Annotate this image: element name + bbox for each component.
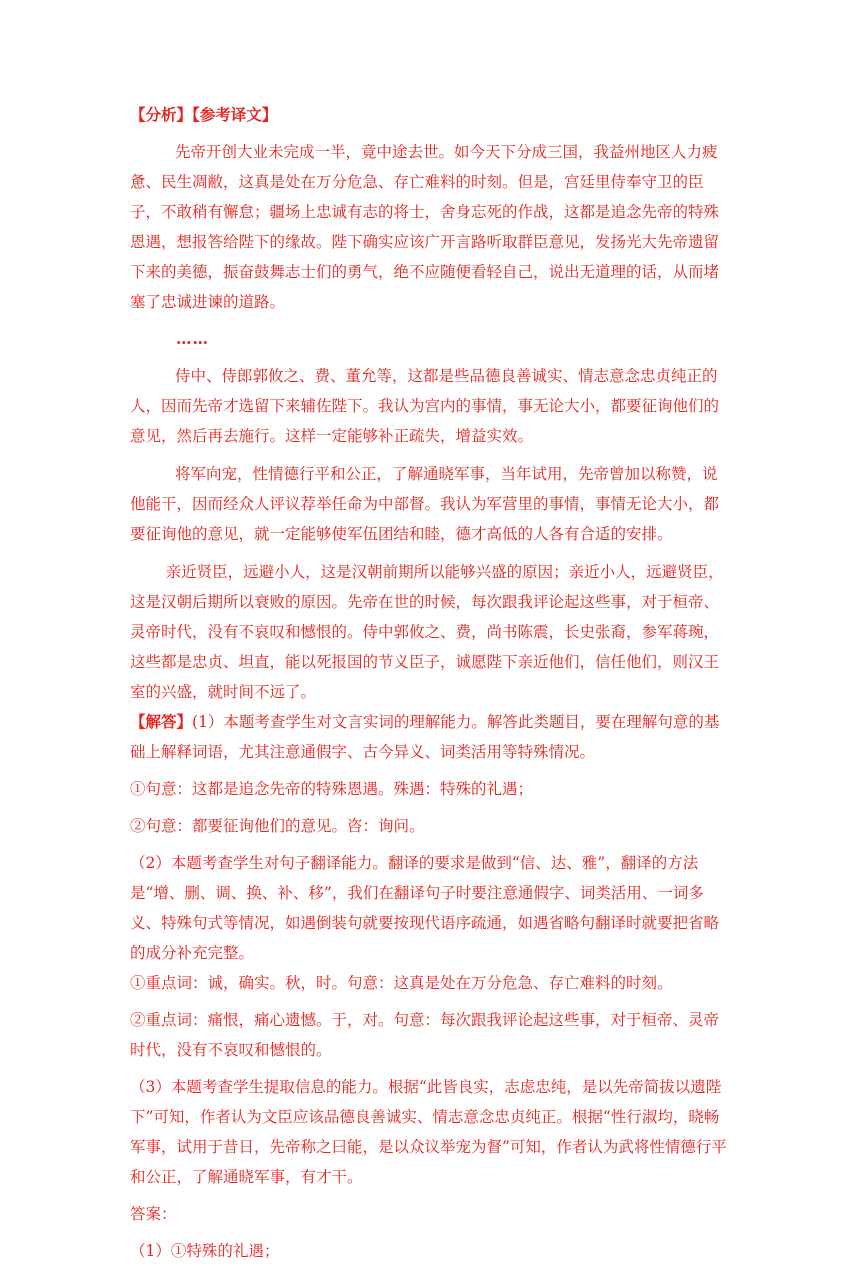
answer-final-1: （1）①特殊的礼遇；: [130, 1242, 280, 1260]
translation-paragraph-3: 将军向宠，性情德行平和公正，了解通晓军事，当年试用，先帝曾加以称赞，说他能干，因而经众人评议荐举任命为中部督。我认为军营里的事情，事情无论大小，都要征询他的意见，就一定能够使军伍团结和睦，德才高低的人各有合适的安排。: [130, 465, 720, 543]
document-content: [130, 100, 732, 1266]
translation-paragraph-2: 侍中、侍郎郭攸之、费、董允等，这都是些品德良善诚实、情志意念忠贞纯正的人，因而先帝才选留下来辅佐陛下。我认为宫内的事情，事无论大小，都要征询他们的意见，然后再去施行。这样一定能够补正疏失，增益实效。: [130, 367, 720, 445]
answer-q2-intro: （2）本题考查学生对句子翻译能力。翻译的要求是做到“信、达、雅”，翻译的方法是“增、删、调、换、补、移”，我们在翻译句子时要注意通假字、词类活用、一词多义、特殊句式等情况，如遇倒装句就要按现代语序疏通，如遇省略句翻译时就要把省略的成分补充完整。: [130, 854, 720, 962]
answer-q1-item-b: ②句意：都要征询他们的意见。咨：询问。: [130, 817, 425, 835]
answer-q1-item-a: ①句意：这都是追念先帝的特殊恩遇。殊遇：特殊的礼遇；: [130, 780, 534, 798]
translation-paragraph-4: 亲近贤臣，远避小人，这是汉朝前期所以能够兴盛的原因；亲近小人，远避贤臣，这是汉朝后期所以衰败的原因。先帝在世的时候，每次跟我评论起这些事，对于桓帝、灵帝时代，没有不哀叹和憾恨的。侍中郭攸之、费，尚书陈震，长史张裔，参军蒋琬，这些都是忠贞、坦直，能以死报国的节义臣子，诚愿陛下亲近他们，信任他们，则汉王室的兴盛，就时间不远了。: [130, 563, 724, 701]
answer-q1-intro: [130, 707, 732, 767]
translation-ellipsis: ……: [176, 329, 209, 348]
answer-q2-item-b: ②重点词：痛恨，痛心遗憾。于，对。句意：每次跟我评论起这些事，对于桓帝、灵帝时代，没有不哀叹和憾恨的。: [130, 1011, 720, 1059]
answer-label: 【解答】: [130, 712, 193, 731]
answer-q1-text: (1）本题考查学生对文言实词的理解能力。解答此类题目，要在理解句意的基础上解释词语，尤其注意通假字、古今异义、词类活用等特殊情况。: [130, 713, 720, 761]
analysis-header: 【分析】【参考译文】: [130, 105, 278, 124]
answer-q3: （3）本题考查学生提取信息的能力。根据“此皆良实，志虑忠纯，是以先帝简拔以遗陛下”可知，作者认为文臣应该品德良善诚实、情志意念忠贞纯正。根据“性行淑均，晓畅军事，试用于昔日，先帝称之曰能，是以众议举宠为督”可知，作者认为武将性情德行平和公正，了解通晓军事，有才干。: [130, 1078, 727, 1186]
answer-final-label: 答案：: [130, 1205, 177, 1223]
translation-paragraph-1: 先帝开创大业未完成一半，竟中途去世。如今天下分成三国，我益州地区人力疲惫、民生凋敝，这真是处在万分危急、存亡难料的时刻。但是，宫廷里侍奉守卫的臣子，不敢稍有懈怠；疆场上忠诚有志的将士，舍身忘死的作战，这都是追念先帝的特殊恩遇，想报答给陛下的缘故。陛下确实应该广开言路听取群臣意见，发扬光大先帝遗留下来的美德，振奋鼓舞志士们的勇气，绝不应随便看轻自己，说出无道理的话，从而堵塞了忠诚进谏的道路。: [130, 143, 720, 311]
answer-q2-item-a: ①重点词：诚，确实。秋，时。句意：这真是处在万分危急、存亡难料的时刻。: [130, 974, 673, 992]
